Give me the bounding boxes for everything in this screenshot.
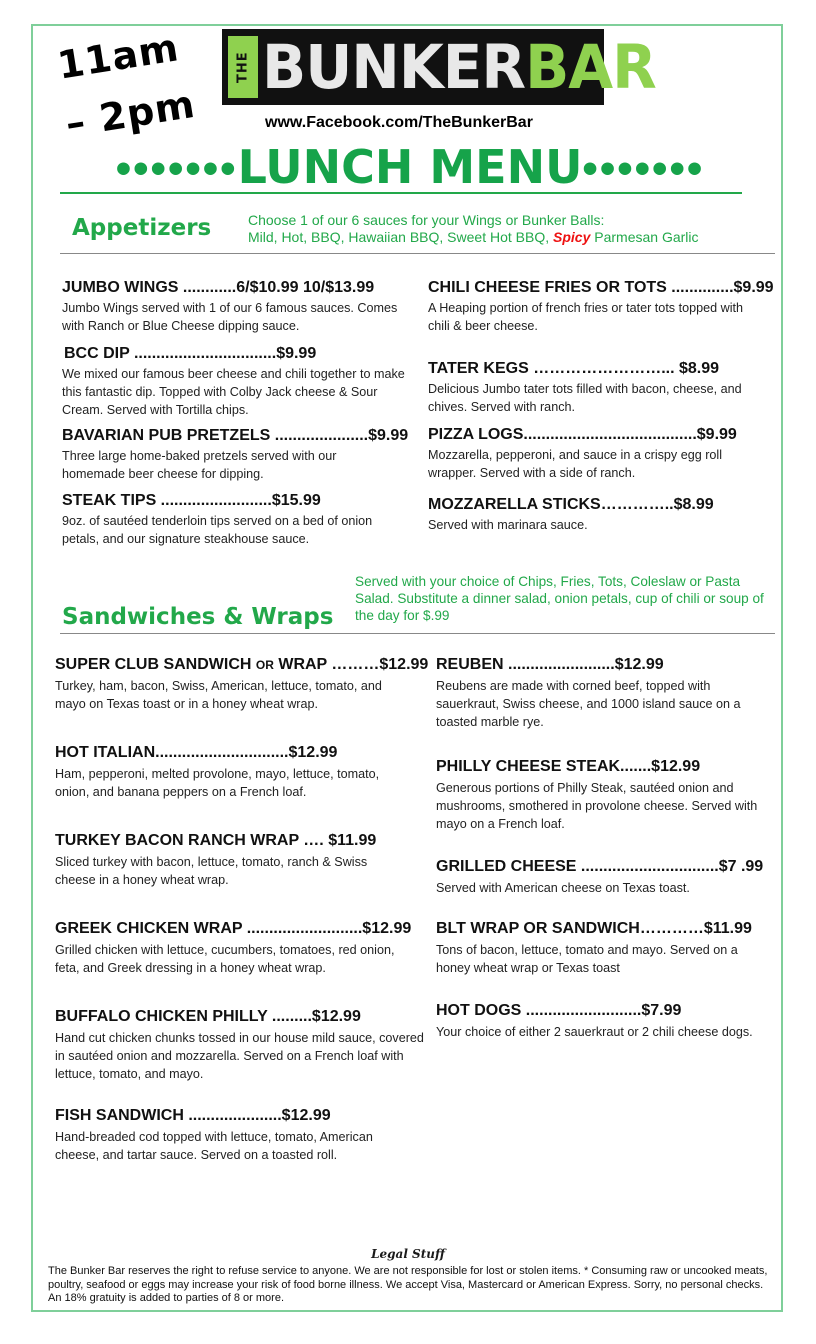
- appetizers-sauce-note: [248, 212, 768, 246]
- menu-item-desc: Your choice of either 2 sauerkraut or 2 chili cheese dogs.: [436, 1025, 753, 1039]
- menu-item-name: PIZZA LOGS.......................................$9.99: [428, 426, 737, 443]
- item-name-part: WRAP ………$12.99: [273, 656, 429, 673]
- menu-item-name: PHILLY CHEESE STEAK.......$12.99: [436, 758, 701, 775]
- lunch-menu-heading: [60, 140, 760, 194]
- sauce-list: Mild, Hot, BBQ, Hawaiian BBQ, Sweet Hot BBQ,: [248, 229, 553, 245]
- hours-start: 11am: [54, 25, 183, 88]
- menu-item-name: STEAK TIPS .........................$15.99: [62, 492, 321, 509]
- menu-item-name: BUFFALO CHICKEN PHILLY .........$12.99: [55, 1008, 361, 1025]
- menu-item-desc: Three large home-baked pretzels served with our homemade beer cheese for dipping.: [62, 449, 337, 481]
- menu-item-desc: Turkey, ham, bacon, Swiss, American, lettuce, tomato, and mayo on Texas toast or in a honey wheat wrap.: [55, 679, 382, 711]
- menu-item-desc: Jumbo Wings served with 1 of our 6 famous sauces. Comes with Ranch or Blue Cheese dipping sauce.: [62, 301, 398, 333]
- item-name-part: SUPER CLUB SANDWICH: [55, 656, 256, 673]
- menu-item-name: BAVARIAN PUB PRETZELS .....................$9.99: [62, 427, 409, 444]
- menu-item-name: FISH SANDWICH .....................$12.99: [55, 1107, 331, 1124]
- menu-item-desc: Ham, pepperoni, melted provolone, mayo, lettuce, tomato, onion, and banana peppers on a French loaf.: [55, 767, 380, 799]
- menu-item-name: MOZZARELLA STICKS…………..$8.99: [428, 496, 714, 513]
- menu-item-name: GREEK CHICKEN WRAP ..........................$12.99: [55, 920, 412, 937]
- heading-underline: [60, 192, 742, 194]
- menu-item-name: TATER KEGS ……………………... $8.99: [428, 360, 720, 377]
- menu-item-name: GRILLED CHEESE ...............................$7 .99: [436, 858, 764, 875]
- facebook-link[interactable]: www.Facebook.com/TheBunkerBar: [265, 114, 533, 131]
- sauce-list-end: Parmesan Garlic: [590, 229, 699, 245]
- sides-note-main: Served with your choice of Chips, Fries, Tots, Coleslaw or Pasta Salad.: [355, 574, 741, 606]
- menu-item-desc: Delicious Jumbo tater tots filled with bacon, cheese, and chives. Served with ranch.: [428, 382, 742, 414]
- sauce-note-line2: [248, 229, 768, 246]
- logo-bar: BAR: [525, 31, 656, 103]
- menu-item-name: BLT WRAP OR SANDWICH…………$11.99: [436, 920, 752, 937]
- menu-item-name: JUMBO WINGS ............6/$10.99 10/$13.99: [62, 279, 375, 296]
- bunker-bar-logo: [222, 29, 656, 105]
- menu-item-desc: Reubens are made with corned beef, topped with sauerkraut, Swiss cheese, and 1000 island sauce on a toasted marble rye.: [436, 679, 741, 729]
- logo-bunker: BUNKER: [262, 31, 526, 103]
- menu-item-name: HOT DOGS ..........................$7.99: [436, 1002, 682, 1019]
- menu-item-desc: Sliced turkey with bacon, lettuce, tomato, ranch & Swiss cheese in a honey wheat wrap.: [55, 855, 368, 887]
- menu-item-desc: Mozzarella, pepperoni, and sauce in a crispy egg roll wrapper. Served with a side of ranch.: [428, 448, 723, 480]
- sauce-note-line1: Choose 1 of our 6 sauces for your Wings or Bunker Balls:: [248, 212, 605, 228]
- menu-item-desc: Grilled chicken with lettuce, cucumbers, tomatoes, red onion, feta, and Greek dressing in a honey wheat wrap.: [55, 943, 395, 975]
- menu-item-desc: We mixed our famous beer cheese and chili together to make this fantastic dip. Topped with Colby Jack cheese & Sour Cream. Served with Tortilla chips.: [62, 367, 405, 417]
- menu-item-desc: Served with American cheese on Texas toast.: [436, 881, 690, 895]
- menu-item-name: CHILI CHEESE FRIES OR TOTS ..............$9.99: [428, 279, 774, 296]
- sides-note-sub: Substitute a dinner salad, onion petals, cup of chili or soup of the day for $.99: [355, 591, 764, 623]
- menu-item-desc: 9oz. of sautéed tenderloin tips served on a bed of onion petals, and our signature steakhouse sauce.: [62, 514, 373, 546]
- spicy-label: Spicy: [553, 229, 591, 245]
- menu-item-desc: Generous portions of Philly Steak, sautéed onion and mushrooms, smothered in provolone cheese. Served with mayo on a French loaf.: [436, 781, 758, 831]
- decorative-dots-left: •••••••: [115, 144, 238, 193]
- menu-item-name: [55, 656, 428, 674]
- menu-item-name: BCC DIP ................................$9.99: [64, 345, 317, 362]
- appetizers-divider: [60, 253, 775, 254]
- menu-item-name: HOT ITALIAN..............................$12.99: [55, 744, 338, 761]
- sandwiches-title: Sandwiches & Wraps: [62, 604, 334, 630]
- appetizers-title: Appetizers: [72, 215, 212, 241]
- sandwiches-divider: [60, 633, 775, 634]
- legal-text: The Bunker Bar reserves the right to refuse service to anyone. We are not responsible for lost or stolen items. * Consuming raw or uncooked meats, poultry, seafood or eggs may increase your risk of food borne illness. We accept Visa, Mastercard or American Express. Sorry, no personal checks. An 18% gratuity is added to parties of 8 or more.: [48, 1265, 768, 1304]
- sandwiches-sides-note: [355, 573, 765, 624]
- item-name-or: OR: [255, 658, 274, 672]
- menu-item-desc: Hand cut chicken chunks tossed in our house mild sauce, covered in sautéed onion and mozzarella. Served on a French loaf with lettuce, tomato, and mayo.: [55, 1031, 424, 1081]
- hours-end: – 2pm: [62, 81, 199, 146]
- lunch-menu-title: LUNCH MENU: [237, 140, 583, 194]
- menu-item-desc: A Heaping portion of french fries or tater tots topped with chili & beer cheese.: [428, 301, 744, 333]
- menu-item-desc: Tons of bacon, lettuce, tomato and mayo. Served on a honey wheat wrap or Texas toast: [436, 943, 738, 975]
- menu-item-desc: Hand-breaded cod topped with lettuce, tomato, American cheese, and tartar sauce. Served on a toasted roll.: [55, 1130, 373, 1162]
- logo-the: THE: [228, 36, 258, 98]
- menu-item-name: REUBEN ........................$12.99: [436, 656, 664, 673]
- decorative-dots-right: •••••••: [582, 144, 705, 193]
- legal-title: Legal Stuff: [371, 1247, 445, 1261]
- menu-item-name: TURKEY BACON RANCH WRAP …. $11.99: [55, 832, 377, 849]
- menu-item-desc: Served with marinara sauce.: [428, 518, 588, 532]
